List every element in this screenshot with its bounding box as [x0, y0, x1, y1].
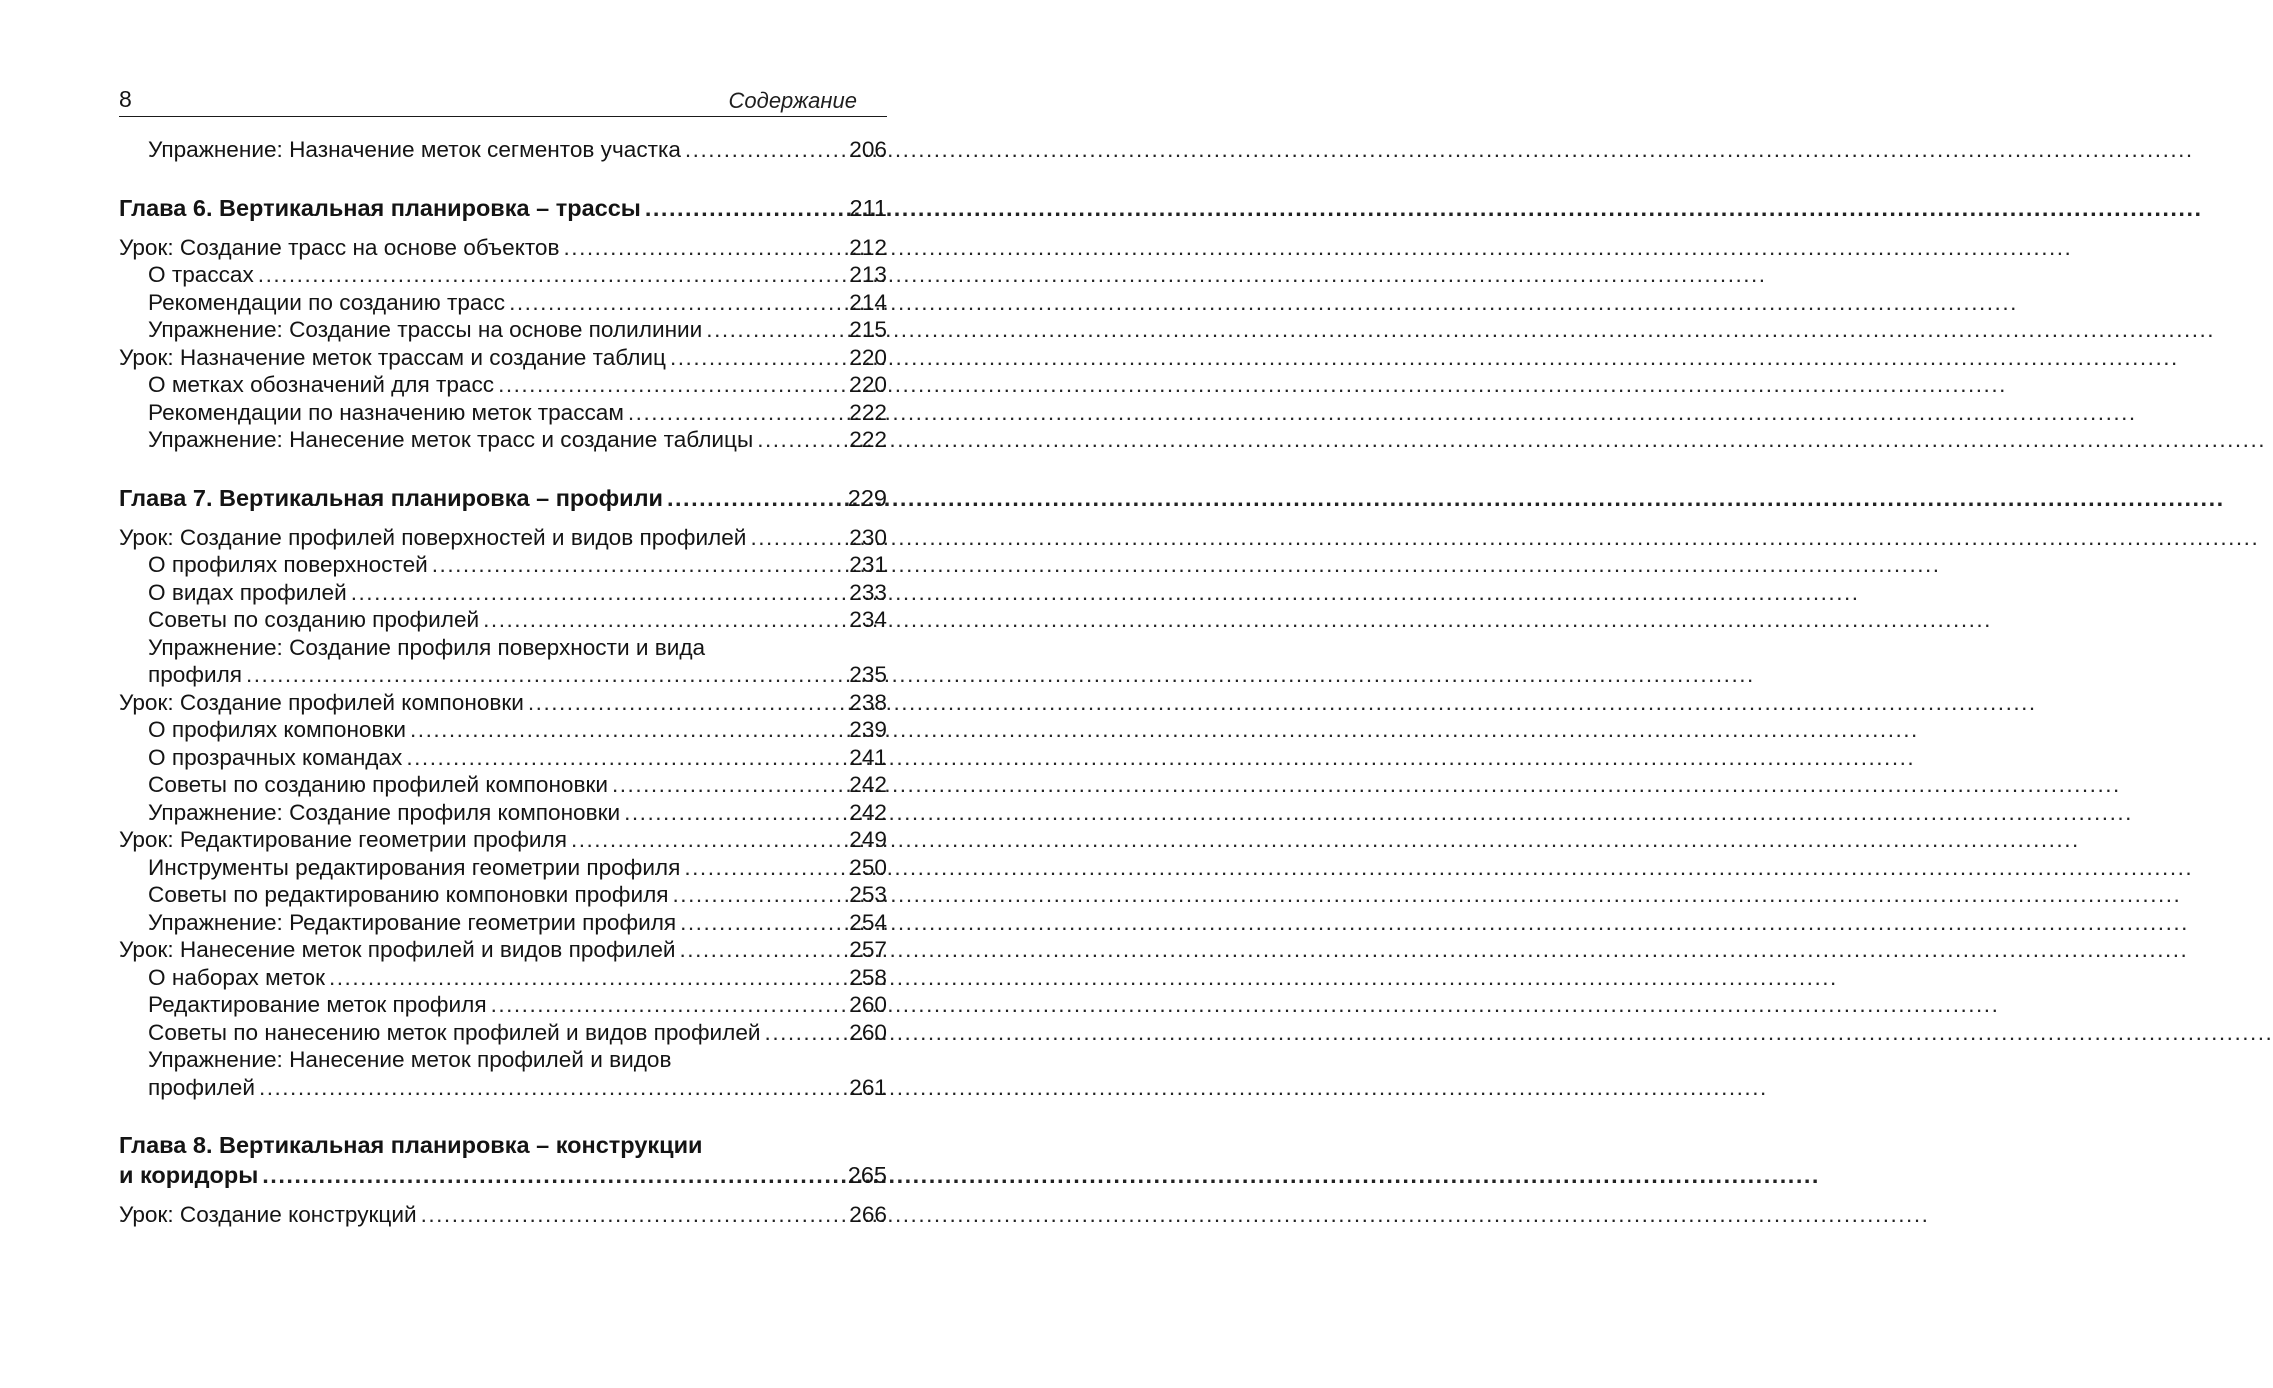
- entry-title: Урок: Создание трасс на основе объектов: [119, 234, 560, 260]
- dot-leader: [571, 826, 844, 854]
- toc-lesson[interactable]: [119, 689, 887, 717]
- dot-leader: [645, 193, 845, 223]
- entry-title: профиля: [148, 662, 242, 687]
- toc-entry[interactable]: [119, 991, 887, 1019]
- toc-entry[interactable]: [119, 1019, 887, 1047]
- chapter-heading-8[interactable]: Глава 8. Вертикальная планировка – конструкции: [119, 1132, 703, 1158]
- entry-title: Советы по созданию профилей компоновки: [148, 772, 608, 797]
- entry-page-number: 261: [849, 1074, 887, 1100]
- dot-leader: [432, 551, 845, 579]
- dot-leader: [706, 316, 844, 344]
- entry-title: О профилях компоновки: [148, 717, 407, 742]
- toc-entry[interactable]: [119, 551, 887, 579]
- entry-page-number: 222: [849, 399, 887, 425]
- toc-entry[interactable]: [119, 854, 887, 882]
- entry-page-number: 220: [849, 372, 887, 397]
- toc-entry[interactable]: [119, 661, 887, 689]
- entry-title: О трассах: [148, 262, 254, 287]
- entry-title: Урок: Создание профилей поверхностей и видов профилей: [119, 524, 747, 550]
- entry-page-number: 257: [849, 937, 887, 962]
- entry-page-number: 231: [849, 552, 887, 577]
- toc-entry[interactable]: [119, 744, 887, 772]
- page-header: [119, 84, 887, 117]
- entry-title: Упражнение: Создание трассы на основе полилинии: [148, 317, 703, 342]
- entry-title: Урок: Назначение меток трассам и создание таблиц: [119, 344, 666, 370]
- entry-title: О профилях поверхностей: [148, 552, 428, 577]
- dot-leader: [329, 964, 844, 992]
- entry-title: Редактирование меток профиля: [148, 992, 487, 1017]
- dot-leader: [680, 909, 844, 937]
- dot-leader: [498, 371, 844, 399]
- toc-entry[interactable]: [119, 909, 887, 937]
- entry-page-number: 260: [849, 1019, 887, 1045]
- toc-entry[interactable]: [119, 881, 887, 909]
- toc-entry[interactable]: [119, 316, 887, 344]
- entry-page-number: 241: [849, 744, 887, 770]
- dot-leader: [421, 1201, 845, 1229]
- entry-page-number: 211: [849, 194, 887, 221]
- dot-leader: [765, 1019, 845, 1047]
- entry-title: Урок: Создание конструкций: [119, 1202, 417, 1227]
- chapter-heading-7[interactable]: [119, 483, 887, 513]
- entry-page-number: 253: [849, 882, 887, 907]
- entry-page-number: 215: [849, 317, 887, 342]
- entry-title: Урок: Создание профилей компоновки: [119, 689, 524, 715]
- entry-title: О наборах меток: [148, 964, 325, 990]
- entry-page-number: 242: [849, 799, 887, 825]
- entry-page-number: 213: [849, 262, 887, 287]
- toc-entry[interactable]: [119, 716, 887, 744]
- dot-leader: [757, 426, 844, 454]
- toc-entry-wrapped[interactable]: Упражнение: Нанесение меток профилей и видов: [148, 1047, 672, 1072]
- entry-title: О метках обозначений для трасс: [148, 372, 495, 397]
- toc-lesson[interactable]: [119, 524, 887, 552]
- entry-title: Упражнение: Нанесение меток трасс и создание таблицы: [148, 427, 754, 452]
- entry-page-number: 254: [849, 909, 887, 935]
- dot-leader: [262, 1160, 843, 1190]
- entry-title: Советы по созданию профилей: [148, 607, 480, 632]
- toc-entry[interactable]: [119, 771, 887, 799]
- entry-page-number: 214: [849, 289, 887, 315]
- dot-leader: [750, 524, 844, 552]
- entry-page-number: 233: [849, 579, 887, 605]
- entry-page-number: 229: [847, 484, 887, 511]
- dot-leader: [670, 344, 844, 372]
- toc-entry[interactable]: [119, 371, 887, 399]
- toc-entry[interactable]: [119, 964, 887, 992]
- entry-page-number: 249: [849, 827, 887, 852]
- dot-leader: [564, 234, 845, 262]
- entry-page-number: 222: [849, 427, 887, 452]
- toc-entry[interactable]: [119, 799, 887, 827]
- toc-entry[interactable]: [119, 136, 887, 164]
- running-head: Содержание: [728, 88, 857, 113]
- entry-page-number: 234: [849, 607, 887, 632]
- page-number: 8: [119, 86, 132, 112]
- dot-leader: [685, 136, 844, 164]
- entry-title: Рекомендации по назначению меток трассам: [148, 399, 624, 425]
- dot-leader: [509, 289, 844, 317]
- dot-leader: [351, 579, 845, 607]
- entry-title: Рекомендации по созданию трасс: [148, 289, 506, 315]
- entry-page-number: 250: [849, 854, 887, 880]
- toc-lesson[interactable]: [119, 344, 887, 372]
- toc-lesson[interactable]: [119, 936, 887, 964]
- entry-title: Упражнение: Назначение меток сегментов участка: [148, 137, 681, 162]
- toc-entry[interactable]: [119, 426, 887, 454]
- dot-leader: [680, 936, 845, 964]
- entry-title: О прозрачных командах: [148, 744, 403, 770]
- entry-page-number: 260: [849, 992, 887, 1017]
- entry-title: Глава 7. Вертикальная планировка – профили: [119, 484, 663, 511]
- dot-leader: [612, 771, 844, 799]
- entry-page-number: 220: [849, 344, 887, 370]
- toc-entry[interactable]: [119, 289, 887, 317]
- toc-lesson[interactable]: [119, 1201, 887, 1229]
- entry-title: Советы по редактированию компоновки профиля: [148, 882, 669, 907]
- dot-leader: [628, 399, 844, 427]
- dot-leader: [483, 606, 844, 634]
- dot-leader: [491, 991, 845, 1019]
- dot-leader: [258, 261, 845, 289]
- dot-leader: [410, 716, 844, 744]
- chapter-heading-6[interactable]: [119, 193, 887, 223]
- entry-title: Урок: Редактирование геометрии профиля: [119, 827, 567, 852]
- dot-leader: [246, 661, 844, 689]
- entry-title: Инструменты редактирования геометрии профиля: [148, 854, 681, 880]
- entry-title: Упражнение: Редактирование геометрии профиля: [148, 909, 677, 935]
- entry-page-number: 239: [849, 717, 887, 742]
- toc-entry[interactable]: [119, 261, 887, 289]
- entry-page-number: 258: [849, 964, 887, 990]
- entry-page-number: 266: [849, 1202, 887, 1227]
- dot-leader: [624, 799, 844, 827]
- toc-lesson[interactable]: [119, 826, 887, 854]
- entry-title: Советы по нанесению меток профилей и видов профилей: [148, 1019, 761, 1045]
- dot-leader: [667, 483, 843, 513]
- entry-title: Глава 6. Вертикальная планировка – трассы: [119, 194, 641, 221]
- toc-entry[interactable]: [119, 606, 887, 634]
- toc-entry[interactable]: [119, 399, 887, 427]
- entry-page-number: 238: [849, 689, 887, 715]
- dot-leader: [684, 854, 844, 882]
- chapter-heading-8-cont[interactable]: [119, 1160, 887, 1190]
- entry-page-number: 265: [847, 1162, 887, 1188]
- dot-leader: [528, 689, 844, 717]
- toc-entry-wrapped[interactable]: Упражнение: Создание профиля поверхности и вида: [148, 634, 706, 660]
- entry-page-number: 235: [849, 662, 887, 687]
- entry-page-number: 206: [849, 137, 887, 162]
- dot-leader: [259, 1074, 844, 1102]
- dot-leader: [673, 881, 845, 909]
- entry-title: О видах профилей: [148, 579, 347, 605]
- entry-title: Урок: Нанесение меток профилей и видов профилей: [119, 937, 676, 962]
- entry-title: Упражнение: Создание профиля компоновки: [148, 799, 621, 825]
- table-of-contents: [119, 136, 887, 1229]
- toc-entry[interactable]: [119, 1074, 887, 1102]
- dot-leader: [406, 744, 844, 772]
- entry-page-number: 242: [849, 772, 887, 797]
- entry-title: профилей: [148, 1074, 255, 1100]
- entry-page-number: 212: [849, 234, 887, 260]
- entry-page-number: 230: [849, 524, 887, 550]
- toc-lesson[interactable]: [119, 234, 887, 262]
- entry-title: и коридоры: [119, 1162, 259, 1188]
- toc-entry[interactable]: [119, 579, 887, 607]
